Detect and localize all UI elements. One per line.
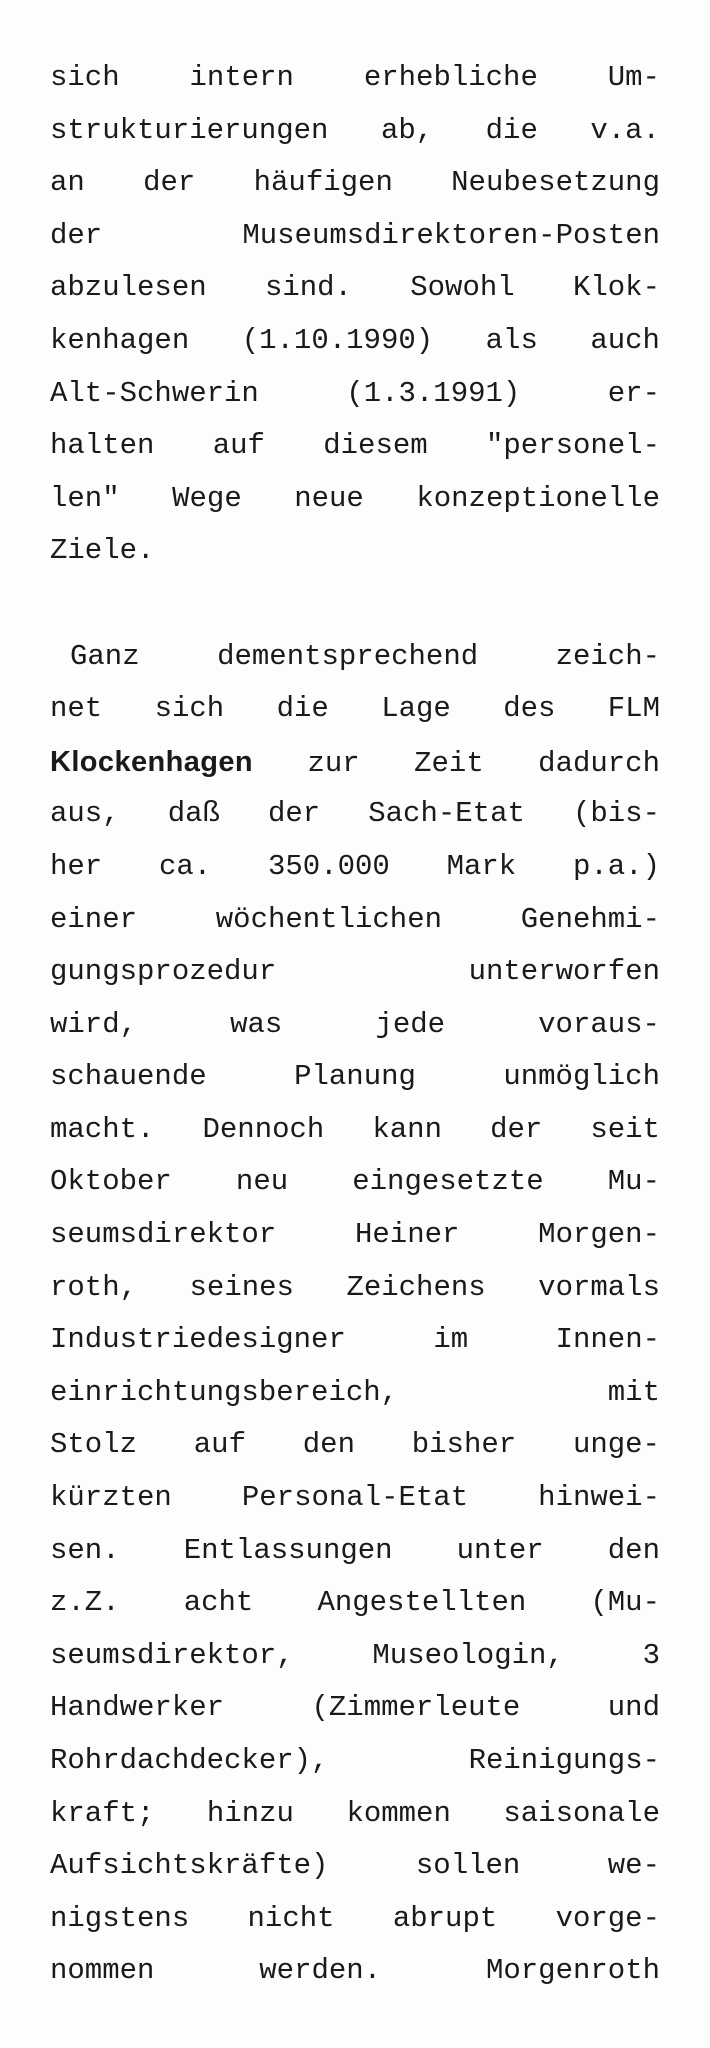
text-word: ab, — [380, 113, 434, 147]
text-word: (1.3.1991) — [346, 376, 521, 410]
text-word: dadurch — [538, 746, 660, 780]
text-word: Neubesetzung — [451, 166, 660, 200]
text-line — [50, 473, 660, 526]
text-word: (bis- — [572, 797, 660, 831]
text-word: Handwerker — [50, 1691, 225, 1725]
text-word: Wege — [172, 481, 242, 515]
text-word: erhebliche — [363, 61, 538, 94]
paragraph-2 — [50, 631, 660, 1998]
text-word: (1.10.1990) — [241, 323, 434, 357]
text-word: dementsprechend — [217, 639, 479, 673]
text-line — [50, 1735, 660, 1788]
text-word: Sach-Etat — [368, 797, 525, 831]
text-line — [50, 315, 660, 368]
text-word: Mu- — [607, 1165, 660, 1199]
text-word: abzulesen — [50, 271, 207, 305]
text-word: den — [607, 1533, 660, 1567]
text-word: Aufsichtskräfte) — [50, 1849, 329, 1883]
text-word: net — [50, 692, 103, 726]
text-word: ca. — [158, 849, 212, 883]
text-word: Genehmi- — [520, 902, 660, 936]
text-word: hinzu — [206, 1796, 294, 1830]
text-word: z.Z. — [50, 1586, 120, 1620]
text-word: er- — [607, 376, 660, 410]
text-word: we- — [607, 1849, 660, 1883]
text-line — [50, 999, 660, 1052]
text-word: Rohrdachdecker), — [50, 1744, 329, 1777]
text-word: häufigen — [253, 166, 393, 200]
text-word: Planung — [294, 1060, 416, 1094]
text-line — [50, 1525, 660, 1578]
text-word: schauende — [50, 1060, 207, 1094]
text-word: den — [302, 1428, 355, 1462]
text-word: Industriedesigner — [50, 1323, 346, 1357]
text-word: unterworfen — [468, 955, 660, 989]
text-word: unter — [456, 1533, 544, 1567]
text-word: 350.000 — [267, 849, 390, 883]
text-word: seumsdirektor, — [50, 1638, 294, 1672]
text-word: im — [433, 1323, 469, 1357]
text-word: Entlassungen — [183, 1533, 393, 1567]
text-word: wöchentlichen — [215, 902, 443, 936]
text-word: (Mu- — [590, 1586, 660, 1620]
text-line — [50, 1788, 660, 1841]
text-word: halten — [50, 429, 155, 463]
text-word: eingesetzte — [352, 1165, 544, 1199]
text-word: Ziele. — [50, 534, 155, 568]
text-word: wird, — [50, 1007, 138, 1041]
text-word: her — [50, 849, 103, 883]
text-word: auf — [212, 429, 265, 463]
text-word: kraft; — [50, 1796, 155, 1830]
text-word: vormals — [538, 1270, 660, 1304]
text-line — [50, 1893, 660, 1946]
text-line — [50, 1945, 660, 1998]
paragraph-1 — [50, 52, 660, 578]
text-word: sich — [50, 61, 120, 94]
bold-place-name: Klockenhagen — [50, 745, 254, 778]
text-line — [50, 683, 660, 736]
text-word: Ganz — [70, 639, 140, 673]
text-word: und — [607, 1691, 660, 1725]
text-word: neue — [294, 481, 364, 515]
text-word: kenhagen — [50, 323, 190, 357]
text-word: FLM — [607, 692, 660, 726]
text-word: einrichtungsbereich, — [50, 1375, 399, 1409]
text-line — [50, 946, 660, 999]
text-word: Lage — [381, 692, 451, 726]
text-line — [50, 210, 660, 263]
text-word: nicht — [247, 1901, 335, 1935]
text-word: zeich- — [555, 639, 660, 673]
text-word: intern — [189, 61, 294, 94]
text-word: voraus- — [538, 1007, 660, 1041]
text-word: gungsprozedur — [50, 955, 277, 989]
text-word: der — [143, 166, 196, 200]
text-word: auf — [193, 1428, 246, 1462]
text-word: Heiner — [355, 1218, 460, 1252]
text-word: "personel- — [485, 429, 660, 463]
text-word: daß — [167, 797, 220, 831]
text-line — [50, 52, 660, 105]
text-word: an — [50, 166, 85, 200]
text-word: sind. — [264, 271, 352, 305]
text-word: der — [267, 797, 321, 831]
text-line — [50, 1472, 660, 1525]
text-word: als — [485, 323, 538, 357]
text-word: roth, — [50, 1270, 138, 1304]
text-line — [50, 1314, 660, 1367]
text-word: len" — [50, 481, 120, 515]
text-word: Reinigungs- — [468, 1744, 660, 1777]
text-word: kommen — [346, 1796, 451, 1830]
text-word: der — [490, 1112, 543, 1146]
text-word: neu — [235, 1165, 289, 1199]
text-word: diesem — [323, 429, 428, 463]
text-word: Um- — [607, 61, 660, 94]
text-word: bisher — [411, 1428, 517, 1462]
text-line — [50, 1630, 660, 1683]
body-text-column — [50, 52, 660, 1998]
text-word: seines — [189, 1270, 294, 1304]
text-word: Museologin, — [372, 1638, 564, 1672]
text-word: nommen — [50, 1954, 155, 1988]
text-line — [50, 1209, 660, 1262]
text-word: unmöglich — [503, 1060, 660, 1094]
text-line — [50, 1577, 660, 1630]
text-line — [50, 105, 660, 158]
text-word: Dennoch — [202, 1112, 325, 1146]
text-line — [50, 1156, 660, 1209]
text-line — [50, 368, 660, 421]
text-word: sollen — [415, 1849, 521, 1883]
text-line — [50, 841, 660, 894]
text-word: Mark — [446, 849, 517, 883]
text-word: abrupt — [392, 1901, 498, 1935]
text-line — [50, 631, 660, 684]
text-word: v.a. — [590, 113, 660, 147]
text-line — [50, 788, 660, 841]
text-word: werden. — [259, 1954, 382, 1988]
text-word: des — [503, 692, 556, 726]
text-word: acht — [183, 1586, 254, 1620]
text-word: saisonale — [503, 1796, 660, 1830]
text-line — [50, 262, 660, 315]
text-word: vorge- — [555, 1901, 660, 1935]
text-line — [50, 420, 660, 473]
text-line — [50, 157, 660, 210]
text-word: kürzten — [50, 1481, 172, 1515]
text-word: seumsdirektor — [50, 1218, 277, 1252]
paragraph-gap — [50, 578, 660, 631]
text-word: Angestellten — [317, 1586, 527, 1620]
text-word: zur — [307, 746, 360, 780]
text-word: auch — [590, 323, 660, 357]
text-word: seit — [590, 1112, 660, 1146]
text-line — [50, 894, 660, 947]
text-word: Innen- — [555, 1323, 660, 1357]
text-line — [50, 1262, 660, 1315]
text-line — [50, 1840, 660, 1893]
text-word: Alt-Schwerin — [50, 376, 259, 410]
text-line — [50, 1104, 660, 1157]
text-word: Personal-Etat — [241, 1481, 469, 1515]
text-word: jede — [375, 1007, 446, 1041]
text-word: der — [50, 218, 103, 252]
text-word: Sowohl — [410, 271, 515, 305]
text-word: (Zimmerleute — [311, 1691, 521, 1725]
text-word: 3 — [642, 1638, 660, 1672]
text-word: Morgen- — [538, 1218, 660, 1252]
text-word: sen. — [50, 1533, 120, 1567]
text-line — [50, 1051, 660, 1104]
text-line — [50, 1682, 660, 1735]
text-word: sich — [154, 692, 225, 726]
text-word: mit — [607, 1375, 660, 1409]
text-word: Zeichens — [346, 1270, 486, 1304]
text-word: aus, — [50, 797, 120, 831]
text-line — [50, 1367, 660, 1420]
text-word: einer — [50, 902, 138, 936]
text-word: nigstens — [50, 1901, 190, 1935]
text-line — [50, 525, 660, 578]
text-word: macht. — [50, 1112, 155, 1146]
text-word: Museumsdirektoren-Posten — [242, 218, 660, 252]
text-word: strukturierungen — [50, 113, 329, 147]
text-word: kann — [372, 1112, 442, 1146]
text-word: was — [230, 1007, 283, 1041]
text-line — [50, 736, 660, 789]
text-word: die — [276, 692, 329, 726]
text-word: Oktober — [50, 1165, 172, 1199]
text-word: Stolz — [50, 1428, 138, 1462]
text-word: Zeit — [414, 746, 484, 780]
text-word: die — [485, 113, 538, 147]
text-word: hinwei- — [538, 1481, 660, 1515]
text-word: p.a.) — [572, 849, 660, 883]
text-word: Morgenroth — [485, 1954, 660, 1988]
text-line — [50, 1419, 660, 1472]
text-word: konzeptionelle — [416, 481, 660, 515]
text-word: unge- — [572, 1428, 660, 1462]
text-word: Klok- — [572, 271, 660, 305]
